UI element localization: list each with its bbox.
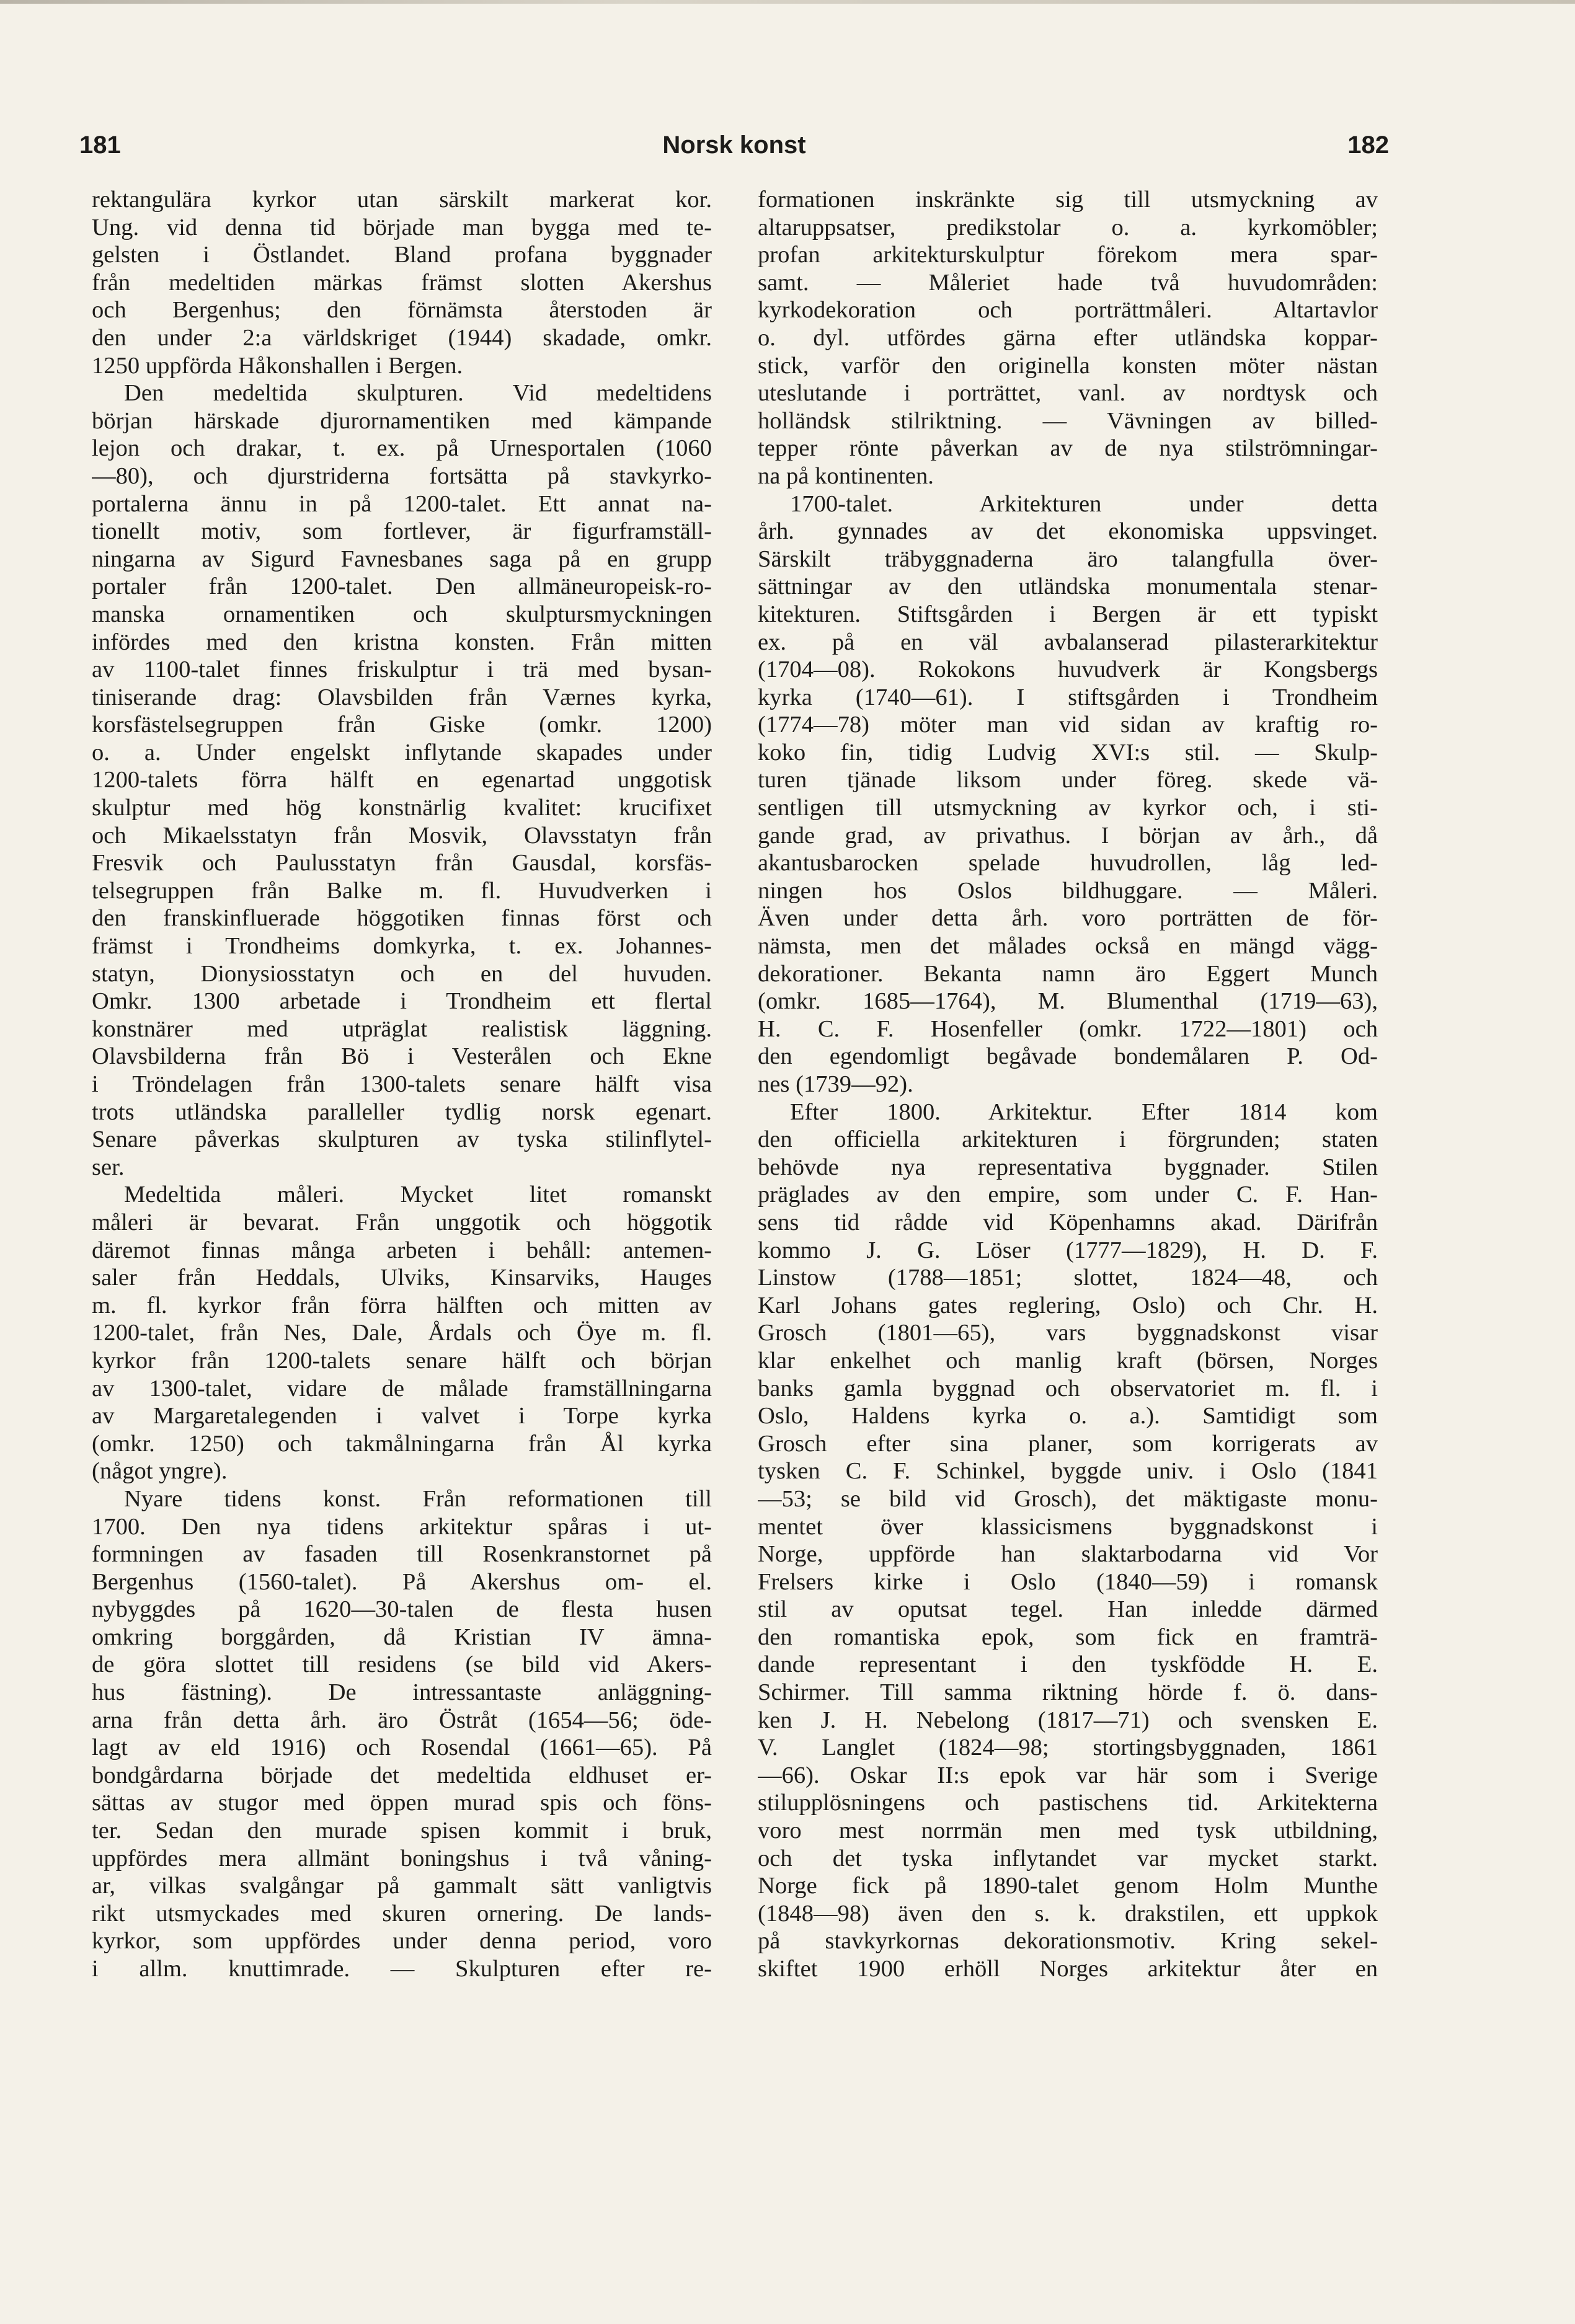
text-line: sättas av stugor med öppen murad spis och föns-: [92, 1790, 712, 1816]
text-line: uteslutande i porträttet, vanl. av nordtysk och: [758, 380, 1378, 407]
text-line: H. C. F. Hosenfeller (omkr. 1722—1801) och: [758, 1015, 1378, 1042]
text-line: —80), och djurstriderna fortsätta på stavkyrko-: [92, 462, 712, 489]
text-line: Bergenhus (1560-talet). På Akershus om- el.: [92, 1568, 712, 1595]
text-line: dande representant i den tyskfödde H. E.: [758, 1651, 1378, 1678]
text-line: den under 2:a världskriget (1944) skadade, omkr.: [92, 324, 712, 351]
text-line: (1774—78) möter man vid sidan av kraftig ro-: [758, 712, 1378, 738]
text-line: Den medeltida skulpturen. Vid medeltidens: [124, 380, 712, 407]
text-line: Schirmer. Till samma riktning hörde f. ö. dans-: [758, 1679, 1378, 1706]
text-line: däremot finnas många arbeten i behåll: antemen-: [92, 1237, 712, 1263]
text-line: rektangulära kyrkor utan särskilt markerat kor.: [92, 187, 712, 213]
text-line: formningen av fasaden till Rosenkranstornet på: [92, 1541, 712, 1568]
text-line: främst i Trondheims domkyrka, t. ex. Johannes-: [92, 933, 712, 960]
text-line: Linstow (1788—1851; slottet, 1824—48, och: [758, 1265, 1378, 1291]
text-line: ningen hos Oslos bildhuggare. — Måleri.: [758, 877, 1378, 904]
text-line: ningarna av Sigurd Favnesbanes saga på en grupp: [92, 546, 712, 572]
text-line: rikt utsmyckades med skuren ornering. De lands-: [92, 1900, 712, 1927]
text-line: kyrka (1740—61). I stiftsgården i Trondheim: [758, 684, 1378, 710]
text-line: årh. gynnades av det ekonomiska uppsvinget.: [758, 518, 1378, 545]
text-line: tiniserande drag: Olavsbilden från Værnes kyrka,: [92, 684, 712, 710]
text-line: portaler från 1200-talet. Den allmäneuropeisk-ro-: [92, 573, 712, 600]
text-line: profan arkitekturskulptur förekom mera spar-: [758, 242, 1378, 268]
text-line: (omkr. 1250) och takmålningarna från Ål kyrka: [92, 1430, 712, 1457]
text-line: gelsten i Östlandet. Bland profana byggnader: [92, 242, 712, 268]
text-line: Fresvik och Paulusstatyn från Gausdal, korsfäs-: [92, 850, 712, 877]
text-line: sens tid rådde vid Köpenhamns akad. Därifrån: [758, 1209, 1378, 1235]
text-line: uppfördes mera allmänt boningshus i två våning-: [92, 1845, 712, 1871]
text-line: Norge fick på 1890-talet genom Holm Munthe: [758, 1873, 1378, 1899]
text-line: infördes med den kristna konsten. Från mitten: [92, 629, 712, 655]
text-line: Nyare tidens konst. Från reformationen till: [124, 1485, 712, 1512]
page-header: [79, 131, 1389, 175]
text-line: nybyggdes på 1620—30-talen de flesta husen: [92, 1596, 712, 1623]
text-line: stick, varför den originella konsten möter nästan: [758, 352, 1378, 379]
left-page-number: 181: [79, 131, 121, 159]
text-line: konstnärer med utpräglat realistisk läggning.: [92, 1015, 712, 1042]
text-line: 1700. Den nya tidens arkitektur spåras i ut-: [92, 1513, 712, 1540]
text-line: Karl Johans gates reglering, Oslo) och Chr. H.: [758, 1292, 1378, 1319]
text-line: 1700-talet. Arkitekturen under detta: [790, 490, 1378, 517]
text-line: Grosch efter sina planer, som korrigerats av: [758, 1430, 1378, 1457]
text-line: början härskade djurornamentiken med kämpande: [92, 407, 712, 434]
text-line: korsfästelsegruppen från Giske (omkr. 1200): [92, 712, 712, 738]
text-line: kyrkor från 1200-talets senare hälft och början: [92, 1347, 712, 1374]
page-top-edge: [0, 0, 1575, 4]
text-line: nämsta, men det målades också en mängd vägg-: [758, 933, 1378, 960]
text-line: Oslo, Haldens kyrka o. a.). Samtidigt som: [758, 1403, 1378, 1429]
text-line: koko fin, tidig Ludvig XVI:s stil. — Skulp-: [758, 739, 1378, 766]
text-line: stilupplösningens och pastischens tid. Arkitekterna: [758, 1790, 1378, 1816]
text-line: tionellt motiv, som fortlever, är figurframställ-: [92, 518, 712, 545]
text-line: Särskilt träbyggnaderna äro talangfulla över-: [758, 546, 1378, 572]
text-line: Omkr. 1300 arbetade i Trondheim ett flertal: [92, 988, 712, 1015]
text-line: dekorationer. Bekanta namn äro Eggert Munch: [758, 960, 1378, 987]
text-line: (1704—08). Rokokons huvudverk är Kongsbergs: [758, 656, 1378, 683]
text-line: de göra slottet till residens (se bild vid Akers-: [92, 1651, 712, 1678]
text-line: (omkr. 1685—1764), M. Blumenthal (1719—63),: [758, 988, 1378, 1015]
text-line: turen tjänade liksom under föreg. skede vä-: [758, 767, 1378, 793]
text-line: manska ornamentiken och skulptursmyckningen: [92, 601, 712, 627]
text-line: Norge, uppförde han slaktarbodarna vid Vor: [758, 1541, 1378, 1568]
text-line: V. Langlet (1824—98; stortingsbyggnaden, 1861: [758, 1734, 1378, 1761]
text-line: Grosch (1801—65), vars byggnadskonst visar: [758, 1320, 1378, 1346]
text-line: (något yngre).: [92, 1458, 228, 1485]
text-line: o. dyl. utfördes gärna efter utländska koppar-: [758, 324, 1378, 351]
text-line: av Margaretalegenden i valvet i Torpe kyrka: [92, 1403, 712, 1429]
text-line: portalerna ännu in på 1200-talet. Ett annat na-: [92, 490, 712, 517]
text-line: trots utländska paralleller tydlig norsk egenart.: [92, 1098, 712, 1125]
text-line: kommo J. G. Löser (1777—1829), H. D. F.: [758, 1237, 1378, 1263]
text-line: 1200-talets förra hälft en egenartad unggotisk: [92, 767, 712, 793]
text-line: skulptur med hög konstnärlig kvalitet: krucifixet: [92, 795, 712, 821]
text-line: behövde nya representativa byggnader. Stilen: [758, 1154, 1378, 1180]
right-page-number: 182: [1347, 131, 1389, 159]
text-line: saler från Heddals, Ulviks, Kinsarviks, Hauges: [92, 1265, 712, 1291]
text-line: kyrkodekoration och porträttmåleri. Altartavlor: [758, 297, 1378, 324]
text-line: Även under detta årh. voro porträtten de för-: [758, 905, 1378, 932]
text-line: på stavkyrkornas dekorationsmotiv. Kring sekel-: [758, 1928, 1378, 1955]
text-line: i allm. knuttimrade. — Skulpturen efter re-: [92, 1956, 712, 1982]
text-line: klar enkelhet och manlig kraft (börsen, Norges: [758, 1347, 1378, 1374]
text-line: Frelsers kirke i Oslo (1840—59) i romansk: [758, 1568, 1378, 1595]
text-line: 1200-talet, från Nes, Dale, Årdals och Öye m. fl.: [92, 1320, 712, 1346]
text-line: altaruppsatser, predikstolar o. a. kyrkomöbler;: [758, 214, 1378, 241]
text-line: skiftet 1900 erhöll Norges arkitektur åter en: [758, 1956, 1378, 1982]
text-line: Efter 1800. Arkitektur. Efter 1814 kom: [790, 1098, 1378, 1125]
text-line: o. a. Under engelskt inflytande skapades under: [92, 739, 712, 766]
right-text-column: [758, 186, 1378, 1983]
text-line: bondgårdarna började det medeltida eldhuset er-: [92, 1762, 712, 1788]
text-line: den romantiska epok, som fick en framträ-: [758, 1624, 1378, 1650]
text-line: banks gamla byggnad och observatoriet m. fl. i: [758, 1375, 1378, 1402]
text-line: omkring borggården, då Kristian IV ämna-: [92, 1624, 712, 1650]
text-line: ken J. H. Nebelong (1817—71) och svensken E.: [758, 1707, 1378, 1733]
text-line: statyn, Dionysiosstatyn och en del huvuden.: [92, 960, 712, 987]
text-line: voro mest norrmän men med tysk utbildning,: [758, 1818, 1378, 1844]
text-line: —66). Oskar II:s epok var här som i Sverige: [758, 1762, 1378, 1788]
text-line: 1250 uppförda Håkonshallen i Bergen.: [92, 352, 463, 379]
text-line: sättningar av den utländska monumentala stenar-: [758, 573, 1378, 600]
text-line: sentligen till utsmyckning av kyrkor och, i sti-: [758, 795, 1378, 821]
text-line: Senare påverkas skulpturen av tyska stilinflytel-: [92, 1126, 712, 1153]
text-line: måleri är bevarat. Från unggotik och höggotik: [92, 1209, 712, 1235]
text-line: ser.: [92, 1154, 125, 1180]
text-line: Medeltida måleri. Mycket litet romanskt: [124, 1182, 712, 1208]
text-line: i Tröndelagen från 1300-talets senare hälft visa: [92, 1071, 712, 1097]
text-line: kitekturen. Stiftsgården i Bergen är ett typiskt: [758, 601, 1378, 627]
text-line: Ung. vid denna tid började man bygga med te-: [92, 214, 712, 241]
text-line: hus fästning). De intressantaste anläggning-: [92, 1679, 712, 1706]
text-line: från medeltiden märkas främst slotten Akershus: [92, 269, 712, 296]
text-line: den egendomligt begåvade bondemålaren P. Od-: [758, 1043, 1378, 1070]
text-line: mentet över klassicismens byggnadskonst i: [758, 1513, 1378, 1540]
text-line: gande grad, av privathus. I början av årh., då: [758, 822, 1378, 849]
text-line: formationen inskränkte sig till utsmyckning av: [758, 187, 1378, 213]
text-line: tysken C. F. Schinkel, byggde univ. i Oslo (1841: [758, 1458, 1378, 1485]
text-line: den officiella arkitekturen i förgrunden; staten: [758, 1126, 1378, 1153]
text-line: ex. på en väl avbalanserad pilasterarkitektur: [758, 629, 1378, 655]
text-line: tepper rönte påverkan av de nya stilströmningar-: [758, 435, 1378, 462]
text-line: och det tyska inflytandet var mycket starkt.: [758, 1845, 1378, 1871]
text-line: samt. — Måleriet hade två huvudområden:: [758, 269, 1378, 296]
text-line: lagt av eld 1916) och Rosendal (1661—65). På: [92, 1734, 712, 1761]
text-line: den franskinfluerade höggotiken finnas först och: [92, 905, 712, 932]
text-line: (1848—98) även den s. k. drakstilen, ett uppkok: [758, 1900, 1378, 1927]
text-line: stil av oputsat tegel. Han inledde därmed: [758, 1596, 1378, 1623]
text-line: telsegruppen från Balke m. fl. Huvudverken i: [92, 877, 712, 904]
text-line: m. fl. kyrkor från förra hälften och mitten av: [92, 1292, 712, 1319]
text-line: holländsk stilriktning. — Vävningen av billed-: [758, 407, 1378, 434]
text-line: nes (1739—92).: [758, 1071, 913, 1097]
text-line: lejon och drakar, t. ex. på Urnesportalen (1060: [92, 435, 712, 462]
text-line: av 1100-talet finnes friskulptur i trä med bysan-: [92, 656, 712, 683]
text-line: akantusbarocken spelade huvudrollen, låg led-: [758, 850, 1378, 877]
text-line: och Bergenhus; den förnämsta återstoden är: [92, 297, 712, 324]
text-line: Olavsbilderna från Bö i Vesterålen och Ekne: [92, 1043, 712, 1070]
text-line: och Mikaelsstatyn från Mosvik, Olavsstatyn från: [92, 822, 712, 849]
text-line: ter. Sedan den murade spisen kommit i bruk,: [92, 1818, 712, 1844]
text-line: ar, vilkas svalgångar på gammalt sätt vanligtvis: [92, 1873, 712, 1899]
text-line: —53; se bild vid Grosch), det mäktigaste monu-: [758, 1485, 1378, 1512]
text-line: na på kontinenten.: [758, 462, 934, 489]
text-line: präglades av den empire, som under C. F. Han-: [758, 1182, 1378, 1208]
left-text-column: [92, 186, 712, 1983]
text-line: arna från detta årh. äro Östråt (1654—56; öde-: [92, 1707, 712, 1733]
text-line: av 1300-talet, vidare de målade framställningarna: [92, 1375, 712, 1402]
text-line: kyrkor, som uppfördes under denna period, voro: [92, 1928, 712, 1955]
running-title: Norsk konst: [662, 131, 806, 159]
